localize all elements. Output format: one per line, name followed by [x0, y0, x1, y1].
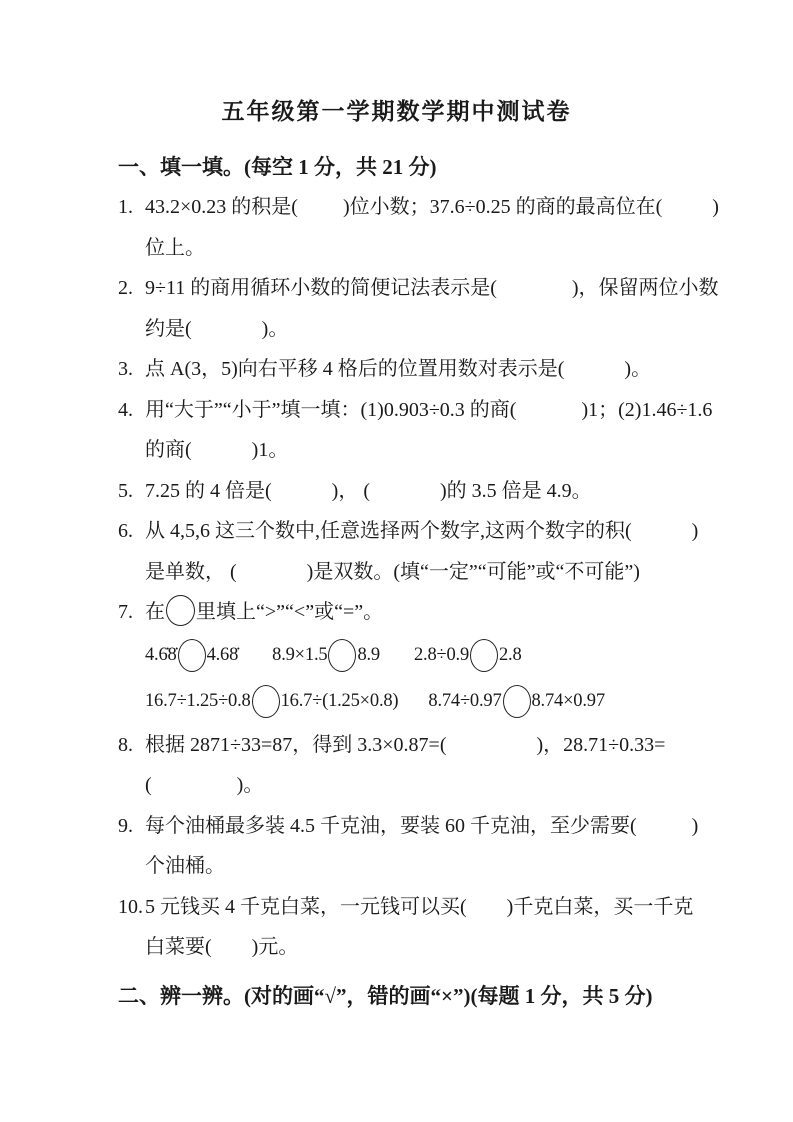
- question-4-line-1: [118, 390, 713, 431]
- compare-row-2: [118, 679, 693, 725]
- compare-right: 8.9: [357, 645, 380, 665]
- compare-pair-5: [428, 685, 605, 718]
- compare-pair-4: [145, 685, 398, 718]
- question-1-line-1: [118, 187, 719, 228]
- question-10-number: 10.: [118, 895, 143, 918]
- question-2-number: 2.: [118, 277, 133, 299]
- compare-left: 4.6̇8̇: [145, 645, 177, 665]
- compare-pair-2: [272, 639, 380, 672]
- question-2-line-2: 约是( )。: [145, 317, 289, 340]
- compare-left: 8.9×1.5: [272, 645, 328, 665]
- question-1-text: 43.2×0.23 的积是( )位小数；37.6÷0.25 的商的最高位在( ): [145, 196, 719, 218]
- answer-circle: [166, 595, 195, 626]
- question-5-text: 7.25 的 4 倍是( )， ( )的 3.5 倍是 4.9。: [145, 479, 592, 502]
- answer-circle: [178, 639, 206, 672]
- compare-right: 16.7÷(1.25×0.8): [280, 691, 399, 711]
- question-6-line-2: 是单数， ( )是双数。(填“一定”“可能”或“不可能”): [145, 560, 640, 583]
- question-7-number: 7.: [118, 601, 133, 623]
- answer-circle: [503, 685, 531, 718]
- compare-right: 2.8: [499, 645, 522, 665]
- question-2-line-1: [118, 268, 719, 309]
- question-9-line-2: 个油桶。: [145, 855, 225, 877]
- question-10-line-1: [118, 887, 693, 928]
- question-9-line-1: [118, 806, 699, 847]
- question-1-line-2: 位上。: [145, 236, 205, 259]
- question-9-number: 9.: [118, 814, 133, 837]
- compare-pair-1: [145, 639, 238, 672]
- question-3-text: 点 A(3，5)向右平移 4 格后的位置用数对表示是( )。: [145, 358, 652, 380]
- question-5-number: 5.: [118, 479, 133, 502]
- answer-circle: [470, 639, 498, 672]
- compare-right: 4.68̇: [206, 645, 239, 665]
- question-7-text-prefix: 在: [145, 601, 165, 623]
- question-10: [118, 887, 693, 968]
- section-one-heading: 一、填一填。(每空 1 分，共 21 分): [118, 155, 437, 179]
- question-4-text: 用“大于”“小于”填一填：(1)0.903÷0.3 的商( )1；(2)1.46÷1.6: [145, 398, 713, 421]
- page-title: 五年级第一学期数学期中测试卷: [221, 99, 572, 124]
- question-8: [118, 725, 693, 806]
- question-2: [118, 268, 719, 349]
- compare-left: 16.7÷1.25÷0.8: [145, 691, 251, 711]
- question-9-text: 每个油桶最多装 4.5 千克油，要装 60 千克油，至少需要( ): [145, 814, 699, 837]
- question-5-line-1: [118, 471, 693, 512]
- question-6-number: 6.: [118, 520, 133, 542]
- answer-circle: [328, 639, 356, 672]
- question-7-text-suffix: 里填上“>”“<”或“=”。: [196, 601, 384, 623]
- question-1-number: 1.: [118, 196, 133, 218]
- question-8-line-1: [118, 725, 693, 766]
- question-10-text: 5 元钱买 4 千克白菜，一元钱可以买( )千克白菜，买一千克: [145, 895, 694, 918]
- question-6-line-1: [118, 511, 699, 552]
- compare-row-1: [118, 633, 693, 679]
- question-8-number: 8.: [118, 733, 133, 756]
- question-3: [118, 349, 693, 390]
- question-2-text: 9÷11 的商用循环小数的简便记法表示是( )，保留两位小数: [145, 277, 719, 299]
- question-3-line-1: [118, 349, 693, 390]
- question-6: [118, 511, 699, 592]
- question-8-line-2: ( )。: [145, 774, 264, 796]
- question-7: [118, 592, 693, 725]
- compare-right: 8.74×0.97: [531, 691, 605, 711]
- compare-left: 8.74÷0.97: [428, 691, 502, 711]
- question-9: [118, 806, 699, 887]
- question-4: [118, 390, 713, 471]
- section-two-heading: 二、辨一辨。(对的画“√”，错的画“×”)(每题 1 分，共 5 分): [118, 983, 653, 1008]
- answer-circle: [252, 685, 280, 718]
- question-6-text: 从 4,5,6 这三个数中,任意选择两个数字,这两个数字的积( ): [145, 520, 699, 542]
- question-3-number: 3.: [118, 358, 133, 380]
- question-4-number: 4.: [118, 398, 133, 421]
- question-4-line-2: 的商( )1。: [145, 439, 289, 461]
- question-5: [118, 471, 693, 512]
- question-1: [118, 187, 719, 268]
- question-8-text: 根据 2871÷33=87，得到 3.3×0.87=( )，28.71÷0.33=: [145, 733, 666, 756]
- question-7-line-1: [118, 592, 693, 633]
- question-10-line-2: 白菜要( )元。: [145, 936, 299, 958]
- compare-left: 2.8÷0.9: [413, 645, 469, 665]
- compare-pair-3: [414, 639, 522, 672]
